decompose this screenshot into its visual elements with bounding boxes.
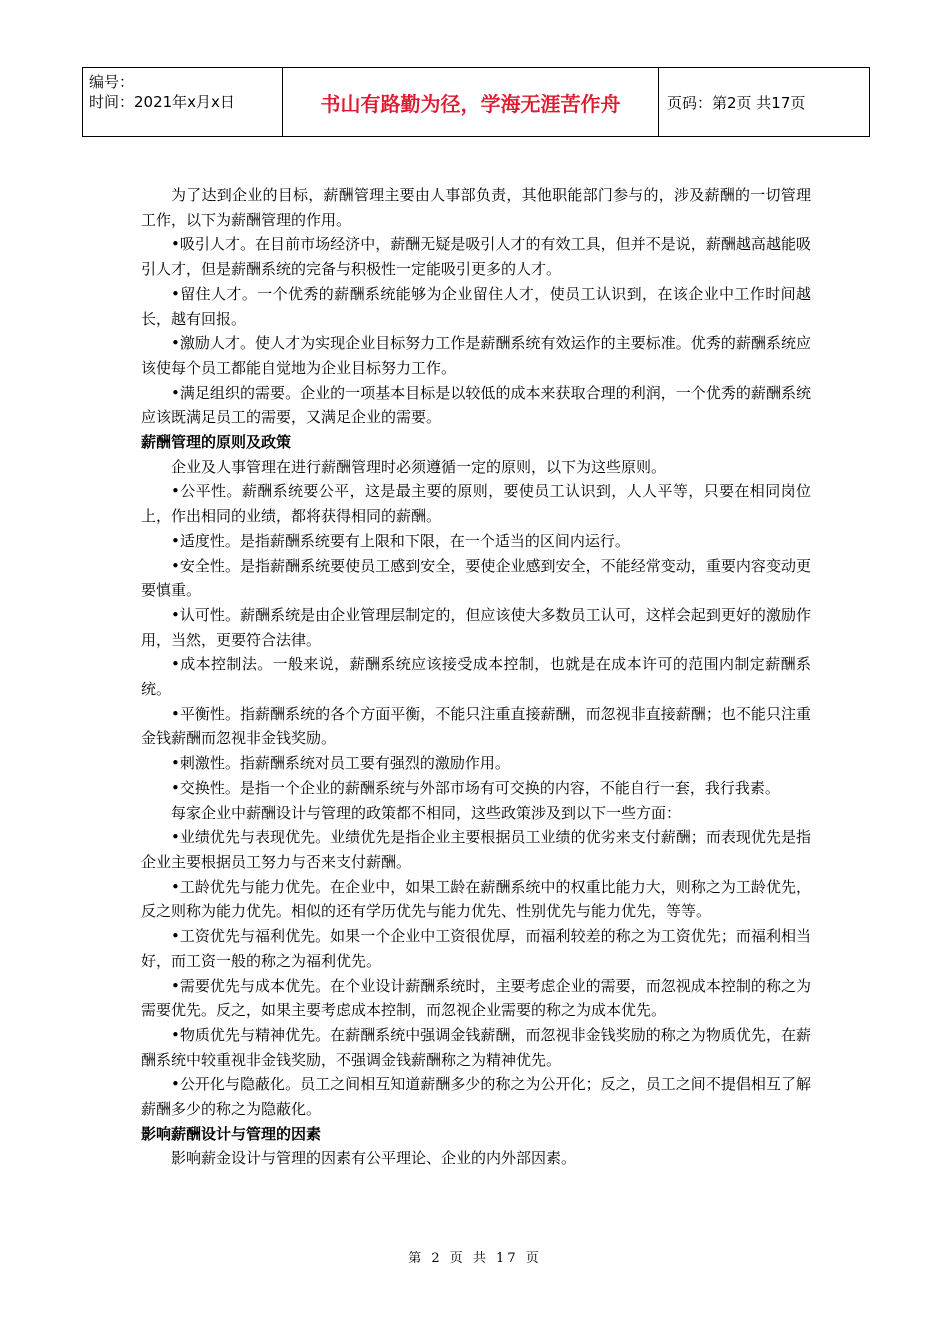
bullet-item: •安全性。是指薪酬系统要使员工感到安全，要使企业感到安全，不能经常变动，重要内容变动更要慎重。: [141, 556, 811, 600]
document-number-label: 编号：: [89, 73, 135, 91]
header-motto: 书山有路勤为径，学海无涯苦作舟: [283, 68, 659, 136]
bullet-item: •激励人才。使人才为实现企业目标努力工作是薪酬系统有效运作的主要标准。优秀的薪酬系统应该使每个员工都能自觉地为企业目标努力工作。: [141, 334, 811, 377]
header-page-info: 页码：第2页 共17页: [667, 93, 806, 112]
bullet-item: •留住人才。一个优秀的薪酬系统能够为企业留住人才，使员工认识到，在该企业中工作时间越长，越有回报。: [141, 284, 811, 328]
section-heading: 影响薪酬设计与管理的因素: [141, 1124, 322, 1143]
bullet-item: •成本控制法。一般来说，薪酬系统应该接受成本控制，也就是在成本许可的范围内制定薪酬系统。: [141, 655, 811, 699]
paragraph: 每家企业中薪酬设计与管理的政策都不相同，这些政策涉及到以下一些方面：: [171, 803, 682, 822]
bullet-item: •认可性。薪酬系统是由企业管理层制定的，但应该使大多数员工认可，这样会起到更好的激励作用，当然，更要符合法律。: [141, 605, 811, 649]
bullet-item: •物质优先与精神优先。在薪酬系统中强调金钱薪酬，而忽视非金钱奖励的称之为物质优先，在薪酬系统中较重视非金钱奖励，不强调金钱薪酬称之为精神优先。: [141, 1025, 811, 1069]
bullet-item: •业绩优先与表现优先。业绩优先是指企业主要根据员工业绩的优劣来支付薪酬；而表现优先是指企业主要根据员工努力与否来支付薪酬。: [141, 828, 811, 871]
header-meta: [83, 68, 283, 136]
bullet-item: •公开化与隐蔽化。员工之间相互知道薪酬多少的称之为公开化；反之，员工之间不提倡相互了解薪酬多少的称之为隐蔽化。: [141, 1075, 811, 1119]
paragraph: 企业及人事管理在进行薪酬管理时必须遵循一定的原则，以下为这些原则。: [171, 457, 667, 476]
bullet-item: •适度性。是指薪酬系统要有上限和下限，在一个适当的区间内运行。: [171, 531, 630, 550]
document-body: [141, 183, 811, 1171]
bullet-item: •需要优先与成本优先。在个业设计薪酬系统时，主要考虑企业的需要，而忽视成本控制的称之为需要优先。反之，如果主要考虑成本控制，而忽视企业需要的称之为成本优先。: [141, 976, 811, 1020]
bullet-item: •工龄优先与能力优先。在企业中，如果工龄在薪酬系统中的权重比能力大，则称之为工龄优先，反之则称为能力优先。相似的还有学历优先与能力优先、性别优先与能力优先，等等。: [141, 877, 811, 921]
bullet-item: •满足组织的需要。企业的一项基本目标是以较低的成本来获取合理的利润，一个优秀的薪酬系统应该既满足员工的需要，又满足企业的需要。: [141, 383, 811, 427]
page-footer: 第 2 页 共 17 页: [408, 1251, 542, 1266]
bullet-item: •工资优先与福利优先。如果一个企业中工资很优厚，而福利较差的称之为工资优先；而福利相当好，而工资一般的称之为福利优先。: [141, 927, 811, 970]
paragraph: 影响薪金设计与管理的因素有公平理论、企业的内外部因素。: [171, 1149, 577, 1168]
page-header: [82, 67, 870, 137]
bullet-item: •吸引人才。在目前市场经济中，薪酬无疑是吸引人才的有效工具，但并不是说，薪酬越高越能吸引人才，但是薪酬系统的完备与积极性一定能吸引更多的人才。: [141, 235, 811, 279]
bullet-item: •平衡性。指薪酬系统的各个方面平衡，不能只注重直接薪酬，而忽视非直接薪酬；也不能只注重金钱薪酬而忽视非金钱奖励。: [141, 704, 811, 748]
section-heading: 薪酬管理的原则及政策: [141, 433, 292, 452]
paragraph: 为了达到企业的目标，薪酬管理主要由人事部负责，其他职能部门参与的，涉及薪酬的一切管理工作，以下为薪酬管理的作用。: [141, 186, 811, 229]
bullet-item: •刺激性。指薪酬系统对员工要有强烈的激励作用。: [171, 754, 510, 773]
bullet-item: •交换性。是指一个企业的薪酬系统与外部市场有可交换的内容，不能自行一套，我行我素。: [171, 778, 780, 797]
document-date: 时间：2021年x月x日: [89, 93, 235, 111]
bullet-item: •公平性。薪酬系统要公平，这是最主要的原则，要使员工认识到，人人平等，只要在相同岗位上，作出相同的业绩，都将获得相同的薪酬。: [141, 482, 811, 526]
